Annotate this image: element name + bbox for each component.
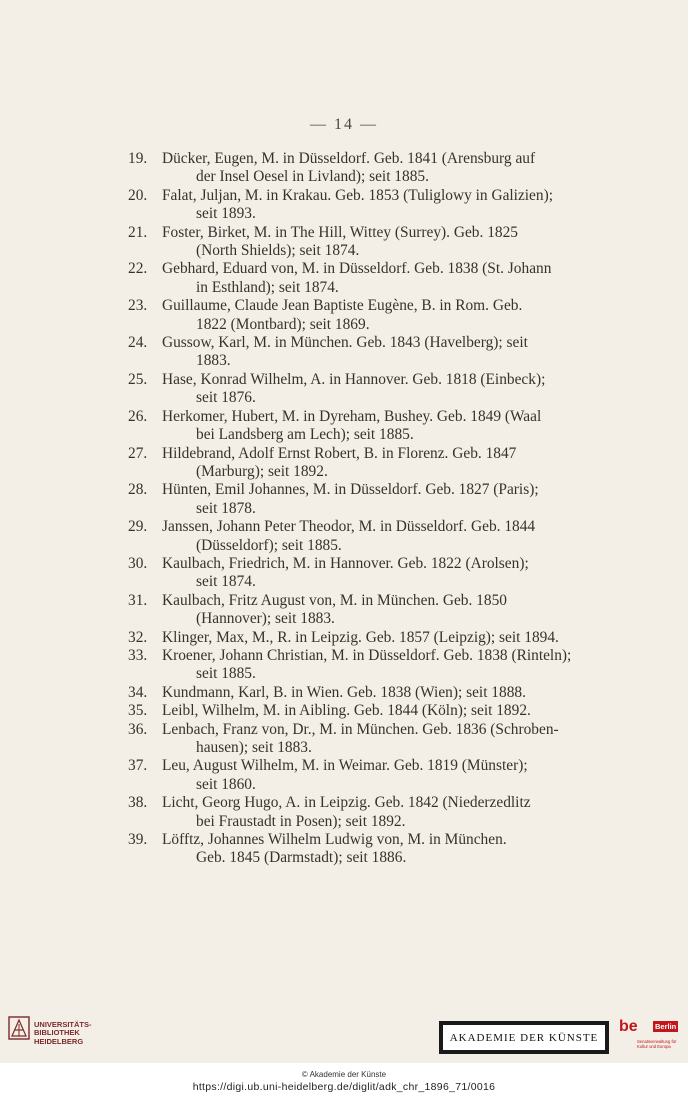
entry-line: Foster, Birket, M. in The Hill, Wittey (Surrey). Geb. 1825 [162,223,518,241]
entry-number: 26. [128,407,148,425]
entry-line: Hünten, Emil Johannes, M. in Düsseldorf. Geb. 1827 (Paris); [162,481,539,499]
list-item [128,592,598,629]
list-item [128,555,598,592]
entry-line: Kaulbach, Fritz August von, M. in München. Geb. 1850 [162,591,507,609]
entry-line: Kroener, Johann Christian, M. in Düsseldorf. Geb. 1838 (Rinteln); [162,646,572,664]
entry-number: 29. [128,518,148,536]
list-item [128,831,598,868]
entry-line: Klinger, Max, M., R. in Leipzig. Geb. 1857 (Leipzig); seit 1894. [162,628,559,646]
entry-line: Löfftz, Johannes Wilhelm Ludwig von, M. in München. [162,831,507,849]
list-item [128,684,598,702]
entry-number: 25. [128,370,148,388]
member-list [128,150,598,868]
entry-number: 22. [128,260,148,278]
entry-number: 31. [128,591,148,609]
university-library-label[interactable] [34,1021,92,1046]
entry-number: 32. [128,628,148,646]
entry-line-continued: (Marburg); seit 1892. [196,462,328,480]
entry-line: Hase, Konrad Wilhelm, A. in Hannover. Geb. 1818 (Einbeck); [162,370,546,388]
source-url[interactable]: https://digi.ub.uni-heidelberg.de/diglit/adk_chr_1896_71/0016 [192,1081,496,1093]
entry-line: Leibl, Wilhelm, M. in Aibling. Geb. 1844 (Köln); seit 1892. [162,702,531,720]
list-item [128,757,598,794]
heidelberg-seal-icon[interactable] [8,1016,30,1040]
entry-line: Janssen, Johann Peter Theodor, M. in Düsseldorf. Geb. 1844 [162,518,536,536]
entry-line: Falat, Juljan, M. in Krakau. Geb. 1853 (Tuliglowy in Galizien); [162,186,553,204]
entry-line-continued: der Insel Oesel in Livland); seit 1885. [196,168,429,186]
entry-line-continued: seit 1893. [196,205,256,223]
entry-line-continued: bei Fraustadt in Posen); seit 1892. [196,812,406,830]
entry-line-continued: seit 1876. [196,389,256,407]
entry-number: 36. [128,720,148,738]
entry-number: 37. [128,757,148,775]
university-line: UNIVERSITÄTS- [34,1020,92,1029]
akademie-der-kuenste-logo[interactable] [439,1021,609,1054]
entry-line: Gussow, Karl, M. in München. Geb. 1843 (Havelberg); seit [162,334,528,352]
list-item [128,518,598,555]
entry-line-continued: seit 1860. [196,775,256,793]
entry-line-continued: (Düsseldorf); seit 1885. [196,536,342,554]
entry-number: 19. [128,150,148,167]
entry-line: Leu, August Wilhelm, M. in Weimar. Geb. 1819 (Münster); [162,757,528,775]
list-item [128,445,598,482]
entry-line: Licht, Georg Hugo, A. in Leipzig. Geb. 1842 (Niederzedlitz [162,794,531,812]
entry-line-continued: (North Shields); seit 1874. [196,242,360,260]
list-item [128,647,598,684]
entry-line: Herkomer, Hubert, M. in Dyreham, Bushey. Geb. 1849 (Waal [162,407,542,425]
entry-line-continued: 1822 (Montbard); seit 1869. [196,315,370,333]
entry-line: Hildebrand, Adolf Ernst Robert, B. in Florenz. Geb. 1847 [162,444,517,462]
entry-line-continued: hausen); seit 1883. [196,739,312,756]
akademie-label: AKADEMIE DER KÜNSTE [442,1024,606,1051]
entry-number: 21. [128,223,148,241]
entry-line-continued: seit 1878. [196,499,256,517]
entry-line: Dücker, Eugen, M. in Düsseldorf. Geb. 1841 (Arensburg auf [162,150,536,167]
list-item [128,629,598,647]
list-item [128,794,598,831]
be-logo-text: be [619,1018,638,1035]
university-line: HEIDELBERG [34,1036,84,1046]
copyright-notice: © Akademie der Künste [301,1070,387,1079]
entry-line-continued: (Hannover); seit 1883. [196,610,335,628]
entry-line-continued: bei Landsberg am Lech); seit 1885. [196,426,414,444]
entry-number: 33. [128,646,148,664]
entry-number: 30. [128,554,148,572]
entry-line-continued: seit 1885. [196,665,256,683]
list-item [128,297,598,334]
senate-subtitle: Senatsverwaltung für Kultur und Europa [637,1039,677,1049]
list-item [128,187,598,224]
list-item [128,150,598,187]
entry-number: 23. [128,297,148,315]
entry-number: 27. [128,444,148,462]
entry-line: Guillaume, Claude Jean Baptiste Eugène, B. in Rom. Geb. [162,297,523,315]
entry-number: 34. [128,683,148,701]
list-item [128,408,598,445]
university-line: BIBLIOTHEK [34,1028,80,1038]
entry-number: 28. [128,481,148,499]
entry-line: Gebhard, Eduard von, M. in Düsseldorf. Geb. 1838 (St. Johann [162,260,552,278]
entry-line: Lenbach, Franz von, Dr., M. in München. Geb. 1836 (Schroben- [162,720,559,738]
entry-line: Kundmann, Karl, B. in Wien. Geb. 1838 (Wien); seit 1888. [162,683,526,701]
list-item [128,224,598,261]
berlin-tag: Berlin [655,1022,677,1031]
list-item [128,371,598,408]
page-number: — 14 — [310,116,378,133]
list-item [128,260,598,297]
list-item [128,334,598,371]
entry-line-continued: in Esthland); seit 1874. [196,278,339,296]
list-item [128,702,598,720]
entry-line-continued: seit 1874. [196,573,256,591]
entry-line-continued: 1883. [196,352,231,370]
list-item [128,481,598,518]
entry-number: 24. [128,334,148,352]
entry-number: 20. [128,186,148,204]
list-item [128,721,598,758]
entry-line-continued: Geb. 1845 (Darmstadt); seit 1886. [196,849,407,867]
entry-number: 39. [128,831,148,849]
entry-line: Kaulbach, Friedrich, M. in Hannover. Geb. 1822 (Arolsen); [162,554,529,572]
entry-number: 35. [128,702,148,720]
be-berlin-logo[interactable] [619,1019,679,1057]
entry-number: 38. [128,794,148,812]
